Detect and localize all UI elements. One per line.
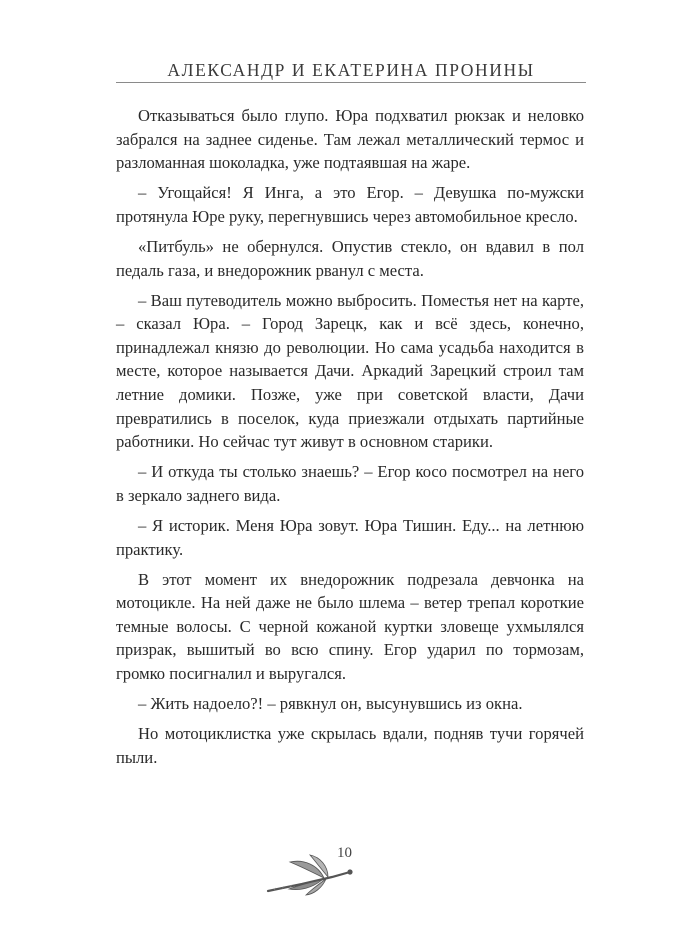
page-footer	[262, 845, 372, 900]
paragraph: Отказываться было глупо. Юра подхватил рюкзак и неловко забрался на заднее сиденье. Там лежал металлический термос и разломанная шоколадка, уже подтаявшая на жаре.	[116, 106, 584, 173]
paragraph: Но мотоциклистка уже скрылась вдали, подняв тучи горячей пыли.	[116, 724, 584, 767]
dragonfly-icon	[262, 853, 357, 897]
running-head: АЛЕКСАНДР И ЕКАТЕРИНА ПРОНИНЫ	[167, 60, 535, 80]
page-number: 10	[337, 845, 352, 861]
paragraph: – Я историк. Меня Юра зовут. Юра Тишин. Еду... на летнюю практику.	[116, 516, 584, 559]
paragraph: – Ваш путеводитель можно выбросить. Поместья нет на карте, – сказал Юра. – Город Зарецк, как и всё здесь, конечно, принадлежал князю до революции. Но сама усадьба находится в месте, которое называется Дачи. Аркадий Зарецкий строил там летние домики. Позже, уже при советской власти, Дачи превратились в поселок, куда приезжали отдыхать партийные работники. Но сейчас тут живут в основном старики.	[116, 290, 584, 452]
paragraph: – Жить надоело?! – рявкнул он, высунувшись из окна.	[138, 694, 523, 714]
paragraph: «Питбуль» не обернулся. Опустив стекло, он вдавил в пол педаль газа, и внедорожник рванул с места.	[116, 236, 584, 280]
body-text	[116, 104, 584, 776]
paragraph: – И откуда ты столько знаешь? – Егор косо посмотрел на него в зеркало заднего вида.	[116, 462, 584, 505]
paragraph: – Угощайся! Я Инга, а это Егор. – Девушка по-мужски протянула Юре руку, перегнувшись через автомобильное кресло.	[116, 183, 584, 226]
paragraph: В этот момент их внедорожник подрезала девчонка на мотоцикле. На ней даже не было шлема – ветер трепал короткие темные волосы. С черной кожаной куртки зловеще ухмылялся призрак, вышитый во всю спину. Егор ударил по тормозам, громко посигналил и выругался.	[116, 569, 584, 684]
header-rule	[116, 82, 586, 83]
